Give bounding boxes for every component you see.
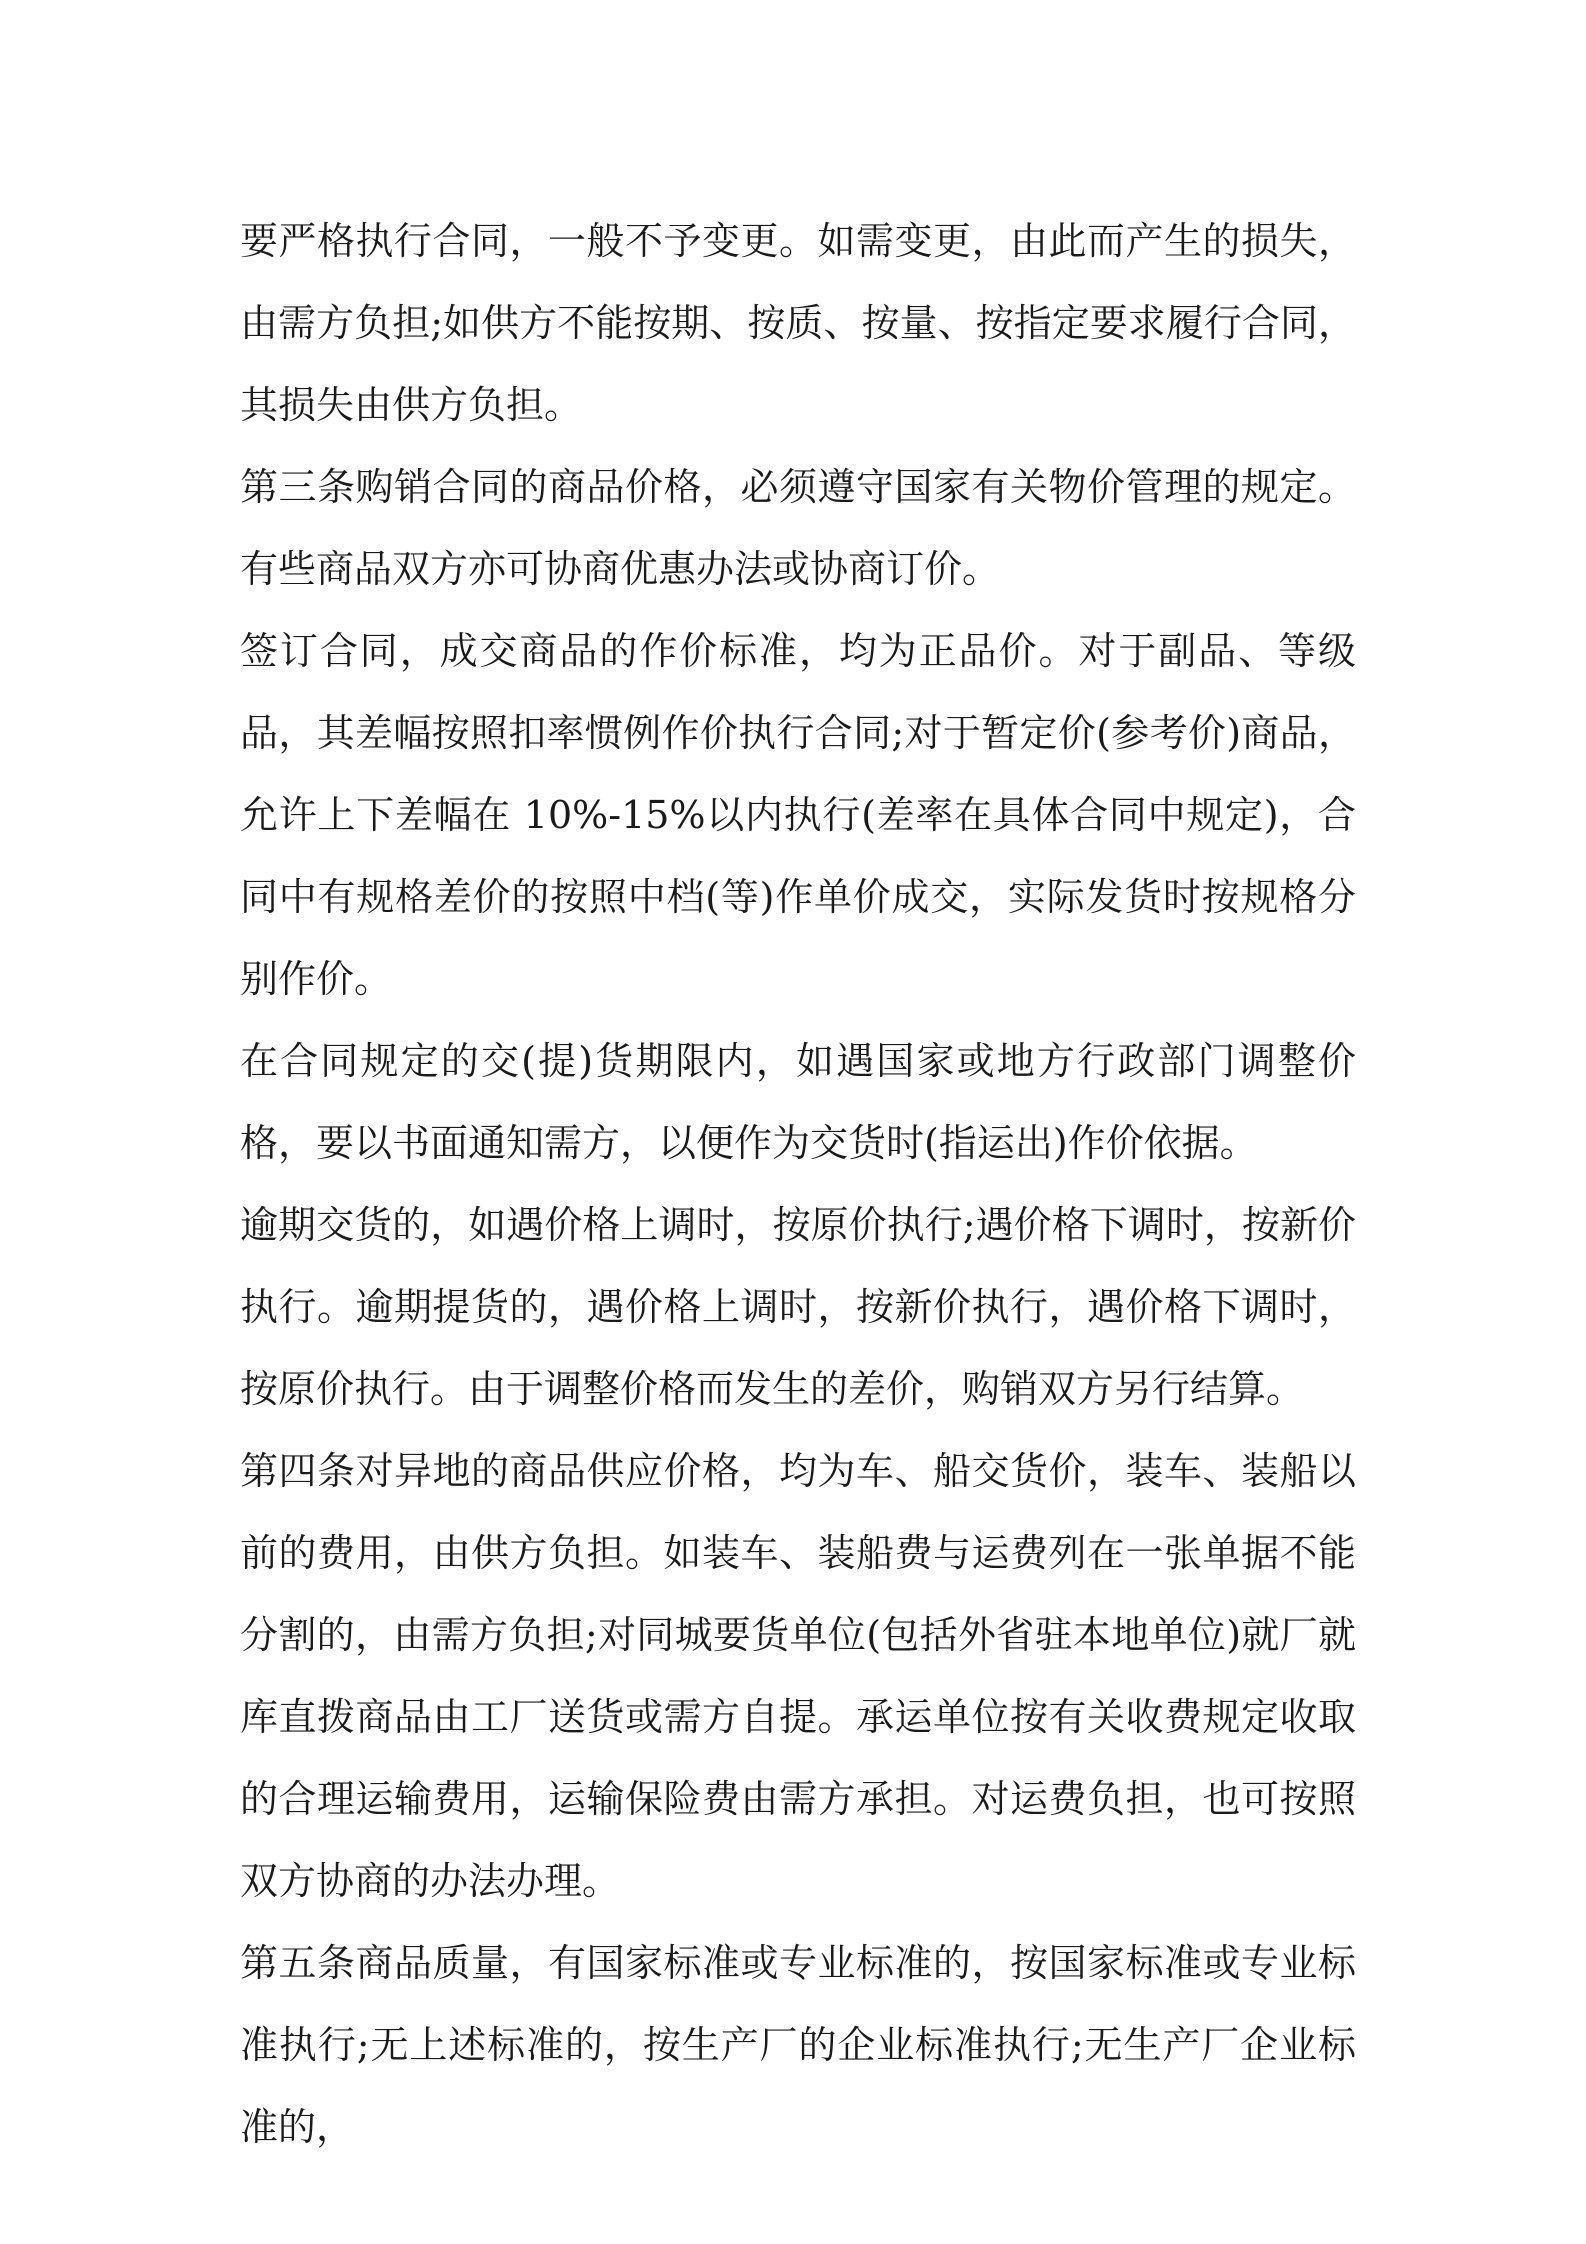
paragraph-3: 签订合同，成交商品的作价标准，均为正品价。对于副品、等级品，其差幅按照扣率惯例作价执行合同;对于暂定价(参考价)商品，允许上下差幅在 10%-15%以内执行(差率在具体合同中规定)，合同中有规格差价的按照中档(等)作单价成交，实际发货时按规格分别作价。 [240, 629, 1356, 1001]
paragraph-7: 第五条商品质量，有国家标准或专业标准的，按国家标准或专业标准执行;无上述标准的，按生产厂的企业标准执行;无生产厂企业标准的， [240, 1941, 1356, 2149]
paragraph-1: 要严格执行合同，一般不予变更。如需变更，由此而产生的损失，由需方负担;如供方不能按期、按质、按量、按指定要求履行合同，其损失由供方负担。 [240, 219, 1356, 427]
paragraph-6: 第四条对异地的商品供应价格，均为车、船交货价，装车、装船以前的费用，由供方负担。如装车、装船费与运费列在一张单据不能分割的，由需方负担;对同城要货单位(包括外省驻本地单位)就厂就库直拨商品由工厂送货或需方自提。承运单位按有关收费规定收取的合理运输费用，运输保险费由需方承担。对运费负担，也可按照双方协商的办法办理。 [240, 1449, 1356, 1903]
paragraph-2: 第三条购销合同的商品价格，必须遵守国家有关物价管理的规定。有些商品双方亦可协商优惠办法或协商订价。 [240, 465, 1356, 591]
document-body [240, 200, 1356, 2168]
paragraph-5: 逾期交货的，如遇价格上调时，按原价执行;遇价格下调时，按新价执行。逾期提货的，遇价格上调时，按新价执行，遇价格下调时，按原价执行。由于调整价格而发生的差价，购销双方另行结算。 [240, 1203, 1356, 1411]
paragraph-4: 在合同规定的交(提)货期限内，如遇国家或地方行政部门调整价格，要以书面通知需方，以便作为交货时(指运出)作价依据。 [240, 1039, 1356, 1165]
